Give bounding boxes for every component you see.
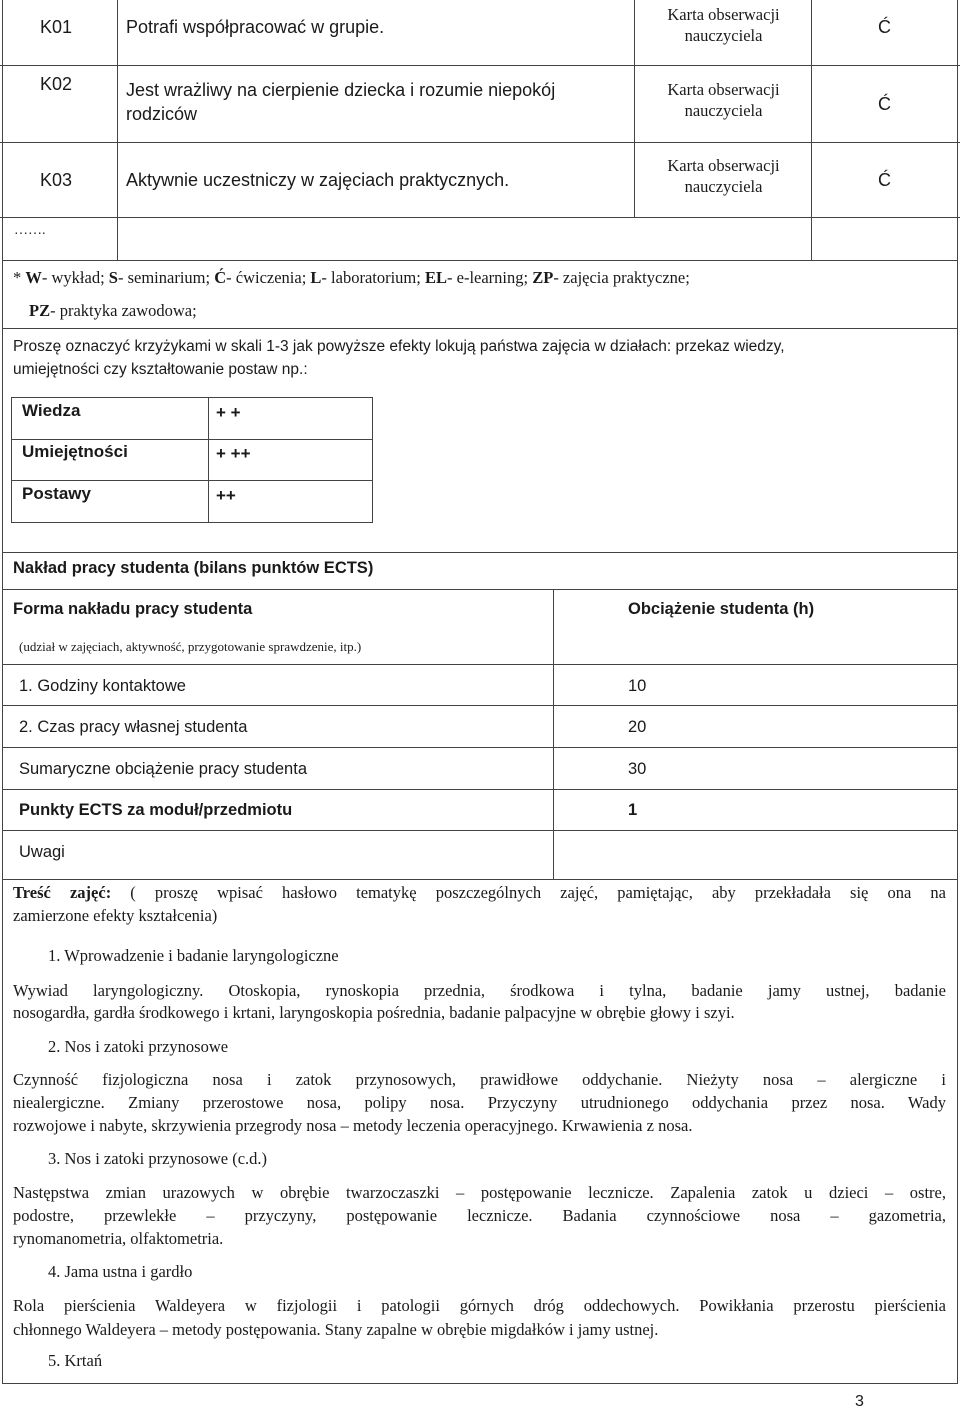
legend-abbr: EL — [424, 268, 447, 287]
effect-code: K03 — [40, 170, 73, 190]
legend-abbr: W — [25, 268, 42, 287]
content-intro-bold: Treść zajęć: — [13, 883, 112, 902]
section-text: Wywiad laryngologiczny. Otoskopia, rynoskopia przednia, środkowa i tylna, badanie jamy ustnej, badanie — [13, 981, 946, 1000]
section-title: 5. Krtań — [48, 1351, 103, 1370]
workload-row-label: 1. Godziny kontaktowe — [19, 677, 186, 695]
ellipsis: ……. — [14, 223, 46, 238]
section-text: chłonnego Waldeyera – metody postępowania. Stany zapalne w obrębie migdałków i jamy ustnej. — [13, 1320, 659, 1339]
legend-text: - zajęcia praktyczne; — [553, 268, 690, 287]
workload-row-label: 2. Czas pracy własnej studenta — [19, 718, 248, 736]
section-text: Czynność fizjologiczna nosa i zatok przynosowych, prawidłowe oddychanie. Nieżyty nosa – alergiczne i — [13, 1070, 946, 1089]
workload-load-header: Obciążenie studenta (h) — [628, 600, 815, 618]
verification-method: Karta obserwacji nauczyciela — [667, 156, 780, 197]
legend-abbr: S — [108, 268, 118, 287]
legend-abbr: ZP — [532, 268, 554, 287]
section-title: 2. Nos i zatoki przynosowe — [48, 1037, 229, 1056]
scale-value: ++ — [216, 486, 236, 505]
legend-text: - ćwiczenia; — [226, 268, 311, 287]
scale-value: + + — [216, 403, 241, 422]
legend-text: - e-learning; — [447, 268, 533, 287]
workload-form-header: Forma nakładu pracy studenta — [13, 600, 253, 618]
workload-row-value: 30 — [628, 760, 647, 778]
workload-ects-label: Punkty ECTS za moduł/przedmiotu — [19, 801, 293, 819]
section-text: niealergiczne. Zmiany przerostowe nosa, polipy nosa. Przyczyny utrudnionego oddychania przez nosa. Wady — [13, 1093, 946, 1112]
content-intro: Treść zajęć: ( proszę wpisać hasłowo tematykę poszczególnych zajęć, pamiętając, aby przekładała się ona na — [13, 883, 946, 902]
scale-value: + ++ — [216, 444, 251, 463]
effect-description: Jest wrażliwy na cierpienie dziecka i rozumie niepokój rodziców — [126, 80, 556, 124]
scale-label: Wiedza — [22, 401, 81, 420]
section-title: 3. Nos i zatoki przynosowe (c.d.) — [48, 1149, 268, 1168]
effect-description: Aktywnie uczestniczy w zajęciach praktycznych. — [126, 170, 510, 190]
legend-text: - praktyka zawodowa; — [50, 301, 197, 320]
legend-abbr: PZ — [29, 301, 51, 320]
legend-abbr: L — [310, 268, 322, 287]
class-form: Ć — [878, 17, 891, 37]
scale-label: Postawy — [22, 484, 91, 503]
section-title: 4. Jama ustna i gardło — [48, 1262, 193, 1281]
section-text: nosogardła, gardła środkowego i krtani, laryngoskopia pośrednia, badanie palpacyjne w obrębie głowy i szyi. — [13, 1003, 735, 1022]
scale-label: Umiejętności — [22, 442, 128, 461]
workload-row-value: 20 — [628, 718, 647, 736]
legend-line — [13, 267, 690, 289]
verification-method: Karta obserwacji nauczyciela — [667, 80, 780, 121]
instruction-text: Proszę oznaczyć krzyżykami w skali 1-3 jak powyższe efekty lokują państwa zajęcia w działach: przekaz wiedzy, — [13, 338, 785, 355]
section-text: Następstwa zmian urazowych w obrębie twarzoczaszki – postępowanie lecznicze. Zapalenia zatok u dzieci – ostre, — [13, 1183, 946, 1202]
workload-row-value: 10 — [628, 677, 647, 695]
section-text: Rola pierścienia Waldeyera w fizjologii i patologii górnych dróg oddechowych. Powikłania przerostu pierścienia — [13, 1296, 946, 1315]
section-text: rynomanometria, olfaktometria. — [13, 1229, 224, 1248]
workload-row-label: Sumaryczne obciążenie pracy studenta — [19, 760, 307, 778]
effect-code: K02 — [40, 74, 73, 94]
section-title: 1. Wprowadzenie i badanie laryngologiczne — [48, 946, 339, 965]
effect-code: K01 — [40, 17, 73, 37]
workload-heading: Nakład pracy studenta (bilans punktów ECTS) — [13, 559, 374, 577]
legend-line — [29, 300, 197, 322]
legend-text: - laboratorium; — [321, 268, 425, 287]
legend-text: * — [13, 268, 26, 287]
legend-text: - wykład; — [41, 268, 109, 287]
workload-ects-value: 1 — [628, 801, 638, 819]
class-form: Ć — [878, 170, 891, 190]
page-number: 3 — [855, 1393, 864, 1410]
legend-abbr: Ć — [214, 268, 227, 287]
workload-note: (udział w zajęciach, aktywność, przygotowanie sprawdzenie, itp.) — [19, 639, 362, 654]
legend-text: - seminarium; — [117, 268, 215, 287]
section-text: podostre, przewlekłe – przyczyny, postępowanie lecznicze. Badania czynnościowe nosa – gazometria, — [13, 1206, 946, 1225]
effect-description: Potrafi współpracować w grupie. — [126, 17, 385, 37]
workload-remarks: Uwagi — [19, 843, 65, 861]
verification-method: Karta obserwacji nauczyciela — [667, 5, 780, 46]
section-text: rozwojowe i nabyte, skrzywienia przegrody nosa – metody leczenia operacyjnego. Krwawienia z nosa. — [13, 1116, 693, 1135]
class-form: Ć — [878, 94, 891, 114]
instruction-text: umiejętności czy kształtowanie postaw np.: — [13, 361, 308, 378]
content-intro-cont: zamierzone efekty kształcenia) — [13, 906, 218, 925]
